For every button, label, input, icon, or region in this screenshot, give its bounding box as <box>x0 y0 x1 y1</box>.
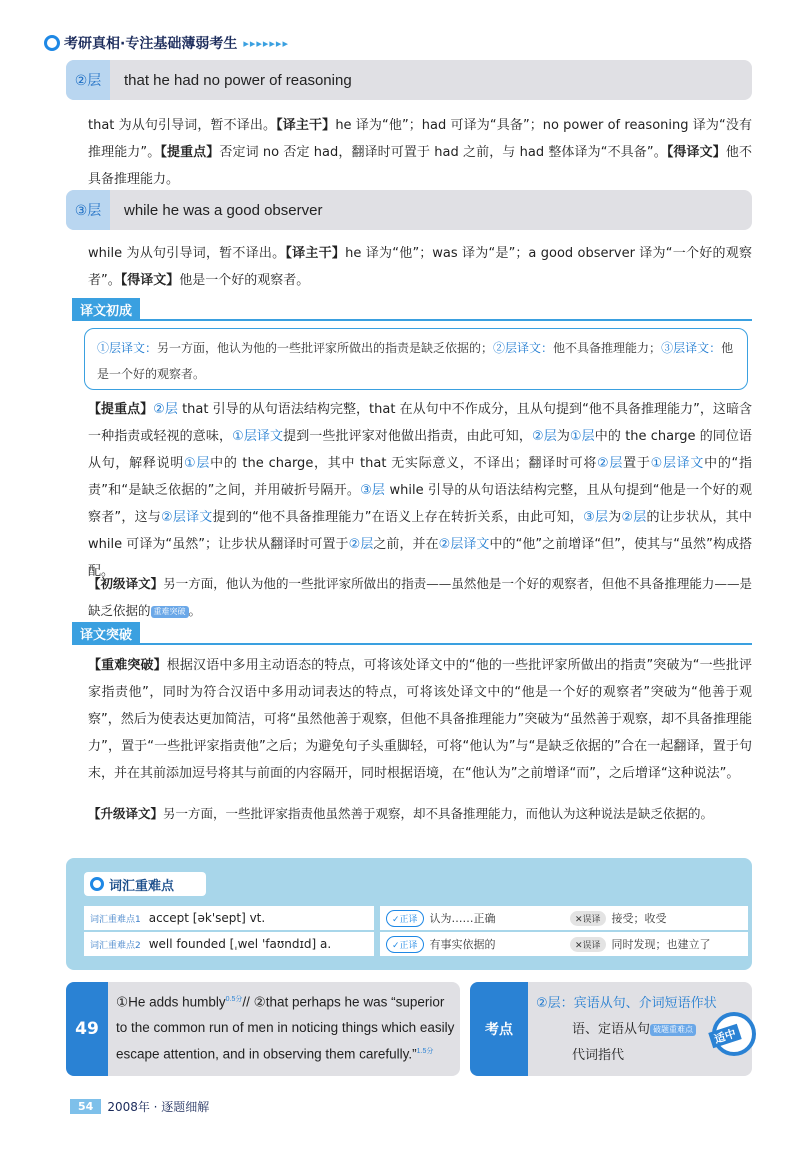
arrows-decoration: ▸▸▸▸▸▸▸ <box>243 36 289 50</box>
search-logo-icon <box>44 35 60 51</box>
target-icon <box>90 877 104 891</box>
breakthrough-heading: 译文突破 <box>72 622 140 644</box>
difficulty-badge: 重难突破 <box>151 606 189 618</box>
page-header <box>44 32 289 54</box>
layer3-sentence-bar <box>66 190 752 230</box>
emphasis-paragraph: 【提重点】②层 that 引导的从句语法结构完整，that 在从句中不作成分，且从句提到“他不具备推理能力”，这暗含一种指责或轻视的意味，①层译文提到一些批评家对他做出指责，由此可知，②层为①层中的 the charge 的同位语从句，解释说明①层中的 the charge，其中 that 无实际意义，不译出；翻译时可将②层置于①层译文中的“指责”和“是缺乏依据的”之间，并用破折号隔开。③层 while 引导的从句语法结构完整，且从句提到“他是一个好的观察者”，这与②层译文提到的“他不具备推理能力”在语义上存在转折关系，由此可知，③层为②层的让步状从，其中 while 可译为“虽然”；让步状从翻译时可置于②层之前，并在②层译文中的“他”之前增译“但”，使其与“虽然”构成搭配。 <box>88 402 753 579</box>
layer3-sentence: while he was a good observer <box>124 201 323 219</box>
divider <box>72 643 752 645</box>
vocab-row: 词汇重难点1 accept [ək'sept] vt. ✓正译 认为……正确 ✕误译 接受；收受 <box>84 906 748 930</box>
key-points: ②层：宾语从句、介词短语作状 语、定语从句 破题重难点 代词指代 <box>528 982 752 1076</box>
divider <box>72 319 752 321</box>
page-number: 54 <box>70 1099 101 1114</box>
question-sentence: ①He adds humbly$^{0.5分}$// ②that perhaps he was “superior to the common run of men in noticing things which easily escape attention, and in observing them carefully.”$^{1.5分}$ <box>108 982 460 1076</box>
layer2-analysis: that 为从句引导词，暂不译出。【译主干】he 译为“他”；had 可译为“具备”；no power of reasoning 译为“没有推理能力”。【提重点】否定词 no 否定 had，翻译时可置于 had 之前，与 had 整体译为“不具备”。【得译文】他不具备推理能力。 <box>88 118 752 187</box>
page-footer <box>70 1098 209 1115</box>
footer-text: 2008年 · 逐题细解 <box>107 1100 210 1114</box>
layer2-sentence-bar <box>66 60 752 100</box>
breakthrough-paragraph: 【重难突破】根据汉语中多用主动语态的特点，可将该处译文中的“他的一些批评家所做出的指责”突破为“一些批评家指责他”，同时为符合汉语中多用动词表达的特点，可将该处译文中的“他是一个好的观察者”突破为“他善于观察”，然后为使表达更加简洁，可将“虽然他善于观察，但他不具备推理能力”突破为“虽然善于观察，却不具备推理能力”，置于“一些批评家指责他”之后；为避免句子头重脚轻，可将“他认为”与“是缺乏依据的”合在一起翻译，置于句末，并在其前添加逗号将其与前面的内容隔开，同时根据语境，在“他认为”之前增译“而”，之后增译“这种说法”。 <box>88 658 752 781</box>
layer3-number: ③层 <box>66 190 110 230</box>
question-number: 49 <box>66 982 108 1076</box>
initial-translation-heading: 译文初成 <box>72 298 140 320</box>
vocab-row: 词汇重难点2 well founded [ˌwel 'faʊndɪd] a. ✓正译 有事实依据的 ✕误译 同时发现；也建立了 <box>84 932 748 956</box>
header-title: 考研真相·专注基础薄弱考生 <box>64 36 238 52</box>
junior-translation: 【初级译文】另一方面，他认为他的一些批评家所做出的指责——虽然他是一个好的观察者，但他不具备推理能力——是缺乏依据的 重难突破 。 <box>88 576 752 618</box>
initial-translation-box: ①层译文：另一方面，他认为他的一些批评家所做出的指责是缺乏依据的；②层译文：他不具备推理能力；③层译文：他是一个好的观察者。 <box>84 328 748 390</box>
advanced-translation: 【升级译文】另一方面，一些批评家指责他虽然善于观察，却不具备推理能力，而他认为这种说法是缺乏依据的。 <box>88 806 714 821</box>
difficulty-stamp-icon: 适中 <box>712 1012 756 1056</box>
layer3-analysis: while 为从句引导词，暂不译出。【译主干】he 译为“他”；was 译为“是”；a good observer 译为“一个好的观察者”。【得译文】他是一个好的观察者。 <box>88 246 752 288</box>
key-points-label: 考点 <box>470 982 528 1076</box>
vocab-title: 词汇重难点 <box>84 872 206 896</box>
layer2-number: ②层 <box>66 60 110 100</box>
layer2-sentence: that he had no power of reasoning <box>124 71 352 89</box>
